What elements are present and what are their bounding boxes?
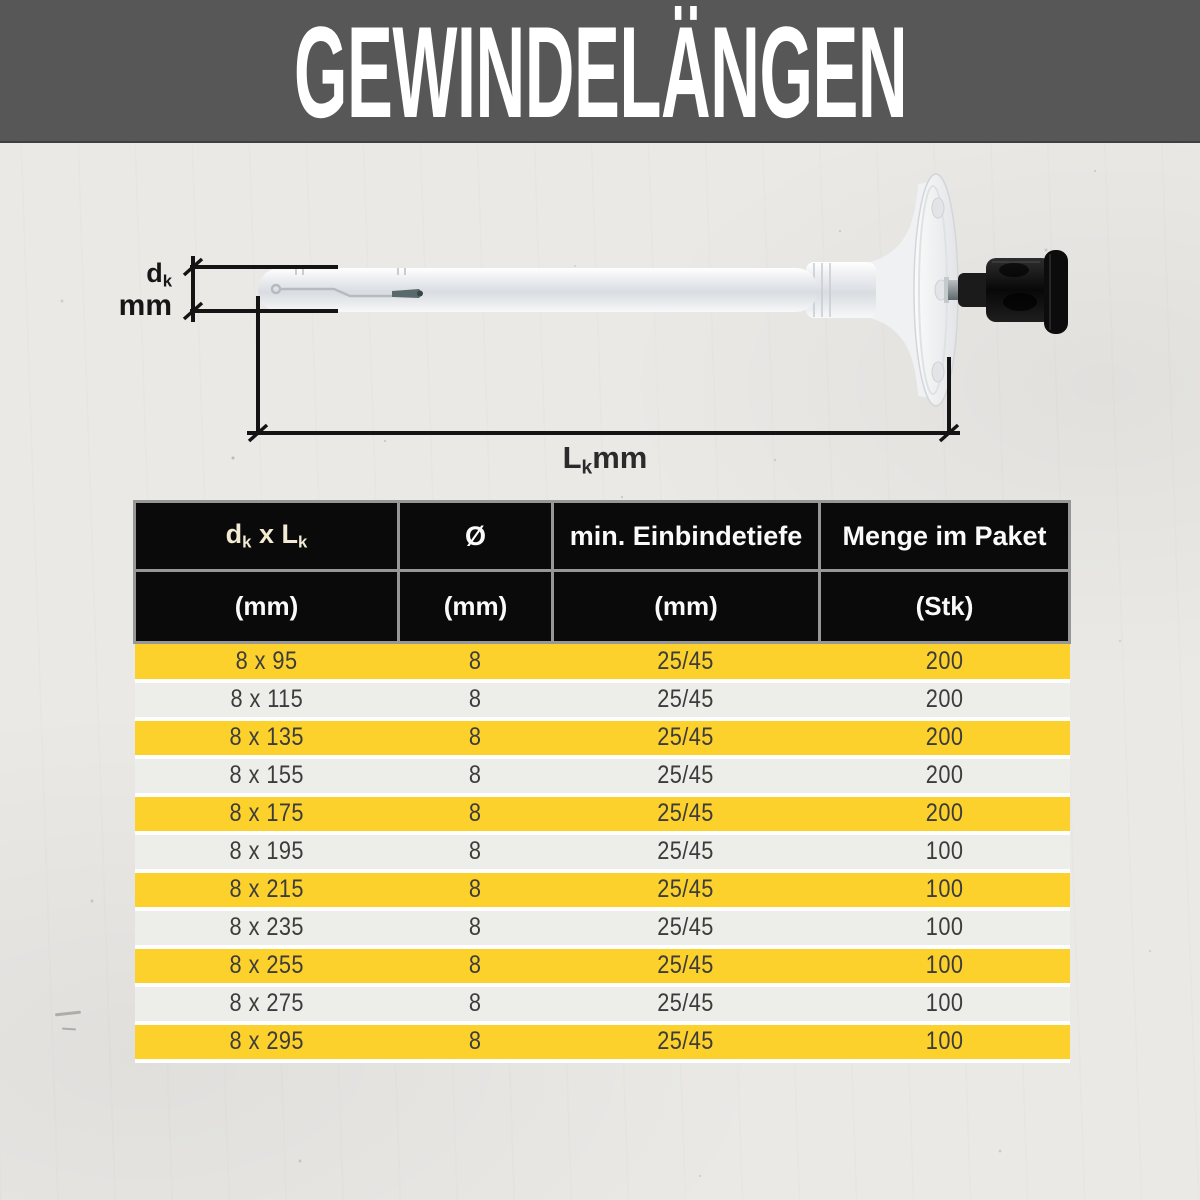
spec-table-wrapper (133, 500, 1068, 1063)
cell-depth: 25/45 (553, 947, 820, 985)
title-banner (0, 0, 1200, 143)
cell-size: 8 x 95 (135, 643, 399, 681)
unit-mm-1: (mm) (135, 571, 399, 643)
cell-depth: 25/45 (553, 795, 820, 833)
cell-diameter: 8 (399, 719, 553, 757)
dowel-shaft (258, 268, 818, 312)
cell-depth: 25/45 (553, 833, 820, 871)
cell-depth: 25/45 (553, 871, 820, 909)
cell-quantity: 100 (820, 871, 1070, 909)
cell-size: 8 x 175 (135, 795, 399, 833)
cell-depth: 25/45 (553, 757, 820, 795)
cell-diameter: 8 (399, 909, 553, 947)
page-title: GEWINDELÄNGEN (293, 0, 907, 145)
cell-size: 8 x 195 (135, 833, 399, 871)
cell-quantity: 100 (820, 985, 1070, 1023)
spec-table-body (135, 643, 1070, 1061)
cell-depth: 25/45 (553, 909, 820, 947)
cell-depth: 25/45 (553, 1023, 820, 1061)
cell-depth: 25/45 (553, 985, 820, 1023)
pin-end-cap (1044, 250, 1068, 334)
dk-dimension-label: dk mm (118, 258, 172, 323)
cell-quantity: 200 (820, 719, 1070, 757)
cell-size: 8 x 235 (135, 909, 399, 947)
spec-table-header (135, 502, 1070, 643)
header-units-row (135, 571, 1070, 643)
header-diameter: Ø (399, 502, 553, 571)
cell-diameter: 8 (399, 947, 553, 985)
cell-size: 8 x 295 (135, 1023, 399, 1061)
spec-table (133, 500, 1071, 1063)
cell-diameter: 8 (399, 985, 553, 1023)
table-row (135, 681, 1070, 719)
cell-depth: 25/45 (553, 681, 820, 719)
cell-diameter: 8 (399, 833, 553, 871)
cell-depth: 25/45 (553, 719, 820, 757)
table-row (135, 985, 1070, 1023)
wall-scuff-mark (62, 1028, 76, 1031)
cell-diameter: 8 (399, 643, 553, 681)
table-row (135, 1023, 1070, 1061)
cell-size: 8 x 155 (135, 757, 399, 795)
cell-quantity: 100 (820, 1023, 1070, 1061)
header-package-quantity: Menge im Paket (820, 502, 1070, 571)
cell-depth: 25/45 (553, 643, 820, 681)
table-row (135, 833, 1070, 871)
cell-size: 8 x 215 (135, 871, 399, 909)
unit-stk: (Stk) (820, 571, 1070, 643)
cell-diameter: 8 (399, 871, 553, 909)
lk-dimension-label: Lkmm (562, 440, 648, 479)
table-row (135, 947, 1070, 985)
cell-quantity: 100 (820, 833, 1070, 871)
table-row (135, 795, 1070, 833)
cell-diameter: 8 (399, 681, 553, 719)
cell-quantity: 200 (820, 757, 1070, 795)
unit-mm-3: (mm) (553, 571, 820, 643)
table-row (135, 909, 1070, 947)
header-dk-x-lk: dk x Lk (135, 502, 399, 571)
table-row (135, 643, 1070, 681)
cell-quantity: 200 (820, 795, 1070, 833)
dowel-illustration (258, 174, 1068, 406)
cell-size: 8 x 255 (135, 947, 399, 985)
cell-quantity: 100 (820, 947, 1070, 985)
wall-scuff-mark (55, 1011, 81, 1017)
cell-quantity: 200 (820, 643, 1070, 681)
cell-size: 8 x 275 (135, 985, 399, 1023)
cell-size: 8 x 115 (135, 681, 399, 719)
cell-diameter: 8 (399, 1023, 553, 1061)
table-row (135, 757, 1070, 795)
cell-diameter: 8 (399, 795, 553, 833)
cell-quantity: 200 (820, 681, 1070, 719)
cell-size: 8 x 135 (135, 719, 399, 757)
cell-diameter: 8 (399, 757, 553, 795)
cell-quantity: 100 (820, 909, 1070, 947)
table-row (135, 871, 1070, 909)
header-title-row (135, 502, 1070, 571)
unit-mm-2: (mm) (399, 571, 553, 643)
table-row (135, 719, 1070, 757)
header-embedment-depth: min. Einbindetiefe (553, 502, 820, 571)
